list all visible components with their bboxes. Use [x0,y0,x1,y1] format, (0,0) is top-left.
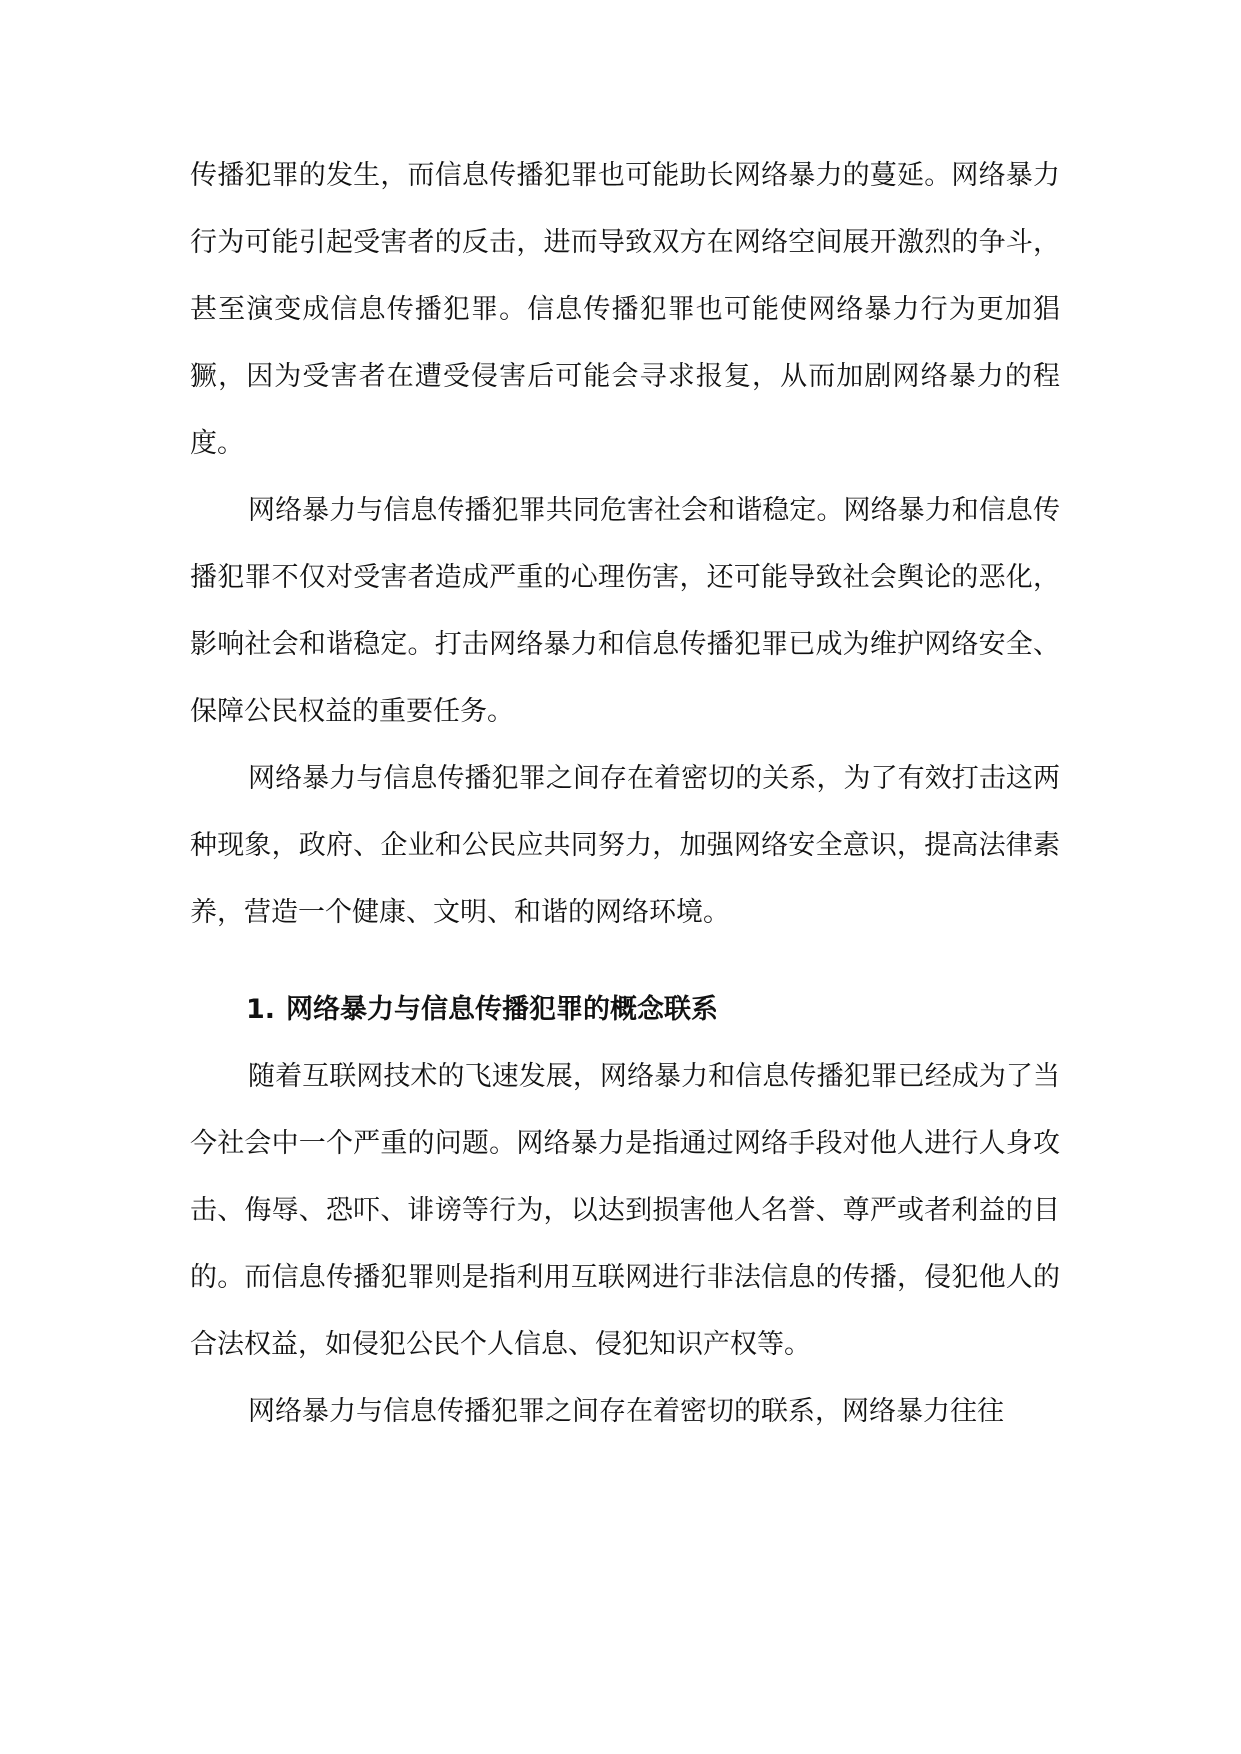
paragraph-definitions: 随着互联网技术的飞速发展，网络暴力和信息传播犯罪已经成为了当今社会中一个严重的问题。网络暴力是指通过网络手段对他人进行人身攻击、侮辱、恐吓、诽谤等行为，以达到损害他人名誉、尊严或者利益的目的。而信息传播犯罪则是指利用互联网进行非法信息的传播，侵犯他人的合法权益，如侵犯公民个人信息、侵犯知识产权等。 [190,1061,1060,1360]
section-number: 1. [246,994,276,1025]
document-body [190,142,1060,1445]
paragraph-relation: 网络暴力与信息传播犯罪之间存在着密切的联系，网络暴力往往 [248,1396,1004,1427]
paragraph-cooperation: 网络暴力与信息传播犯罪之间存在着密切的关系，为了有效打击这两种现象，政府、企业和公民应共同努力，加强网络安全意识，提高法律素养，营造一个健康、文明、和谐的网络环境。 [190,763,1060,928]
paragraph-social-harm: 网络暴力与信息传播犯罪共同危害社会和谐稳定。网络暴力和信息传播犯罪不仅对受害者造成严重的心理伤害，还可能导致社会舆论的恶化，影响社会和谐稳定。打击网络暴力和信息传播犯罪已成为维护网络安全、保障公民权益的重要任务。 [190,495,1060,727]
paragraph-continuation: 传播犯罪的发生，而信息传播犯罪也可能助长网络暴力的蔓延。网络暴力行为可能引起受害者的反击，进而导致双方在网络空间展开激烈的争斗，甚至演变成信息传播犯罪。信息传播犯罪也可能使网络暴力行为更加猖獗，因为受害者在遭受侵害后可能会寻求报复，从而加剧网络暴力的程度。 [190,160,1060,459]
section-title: 网络暴力与信息传播犯罪的概念联系 [286,994,718,1025]
section-heading [190,976,1060,1043]
